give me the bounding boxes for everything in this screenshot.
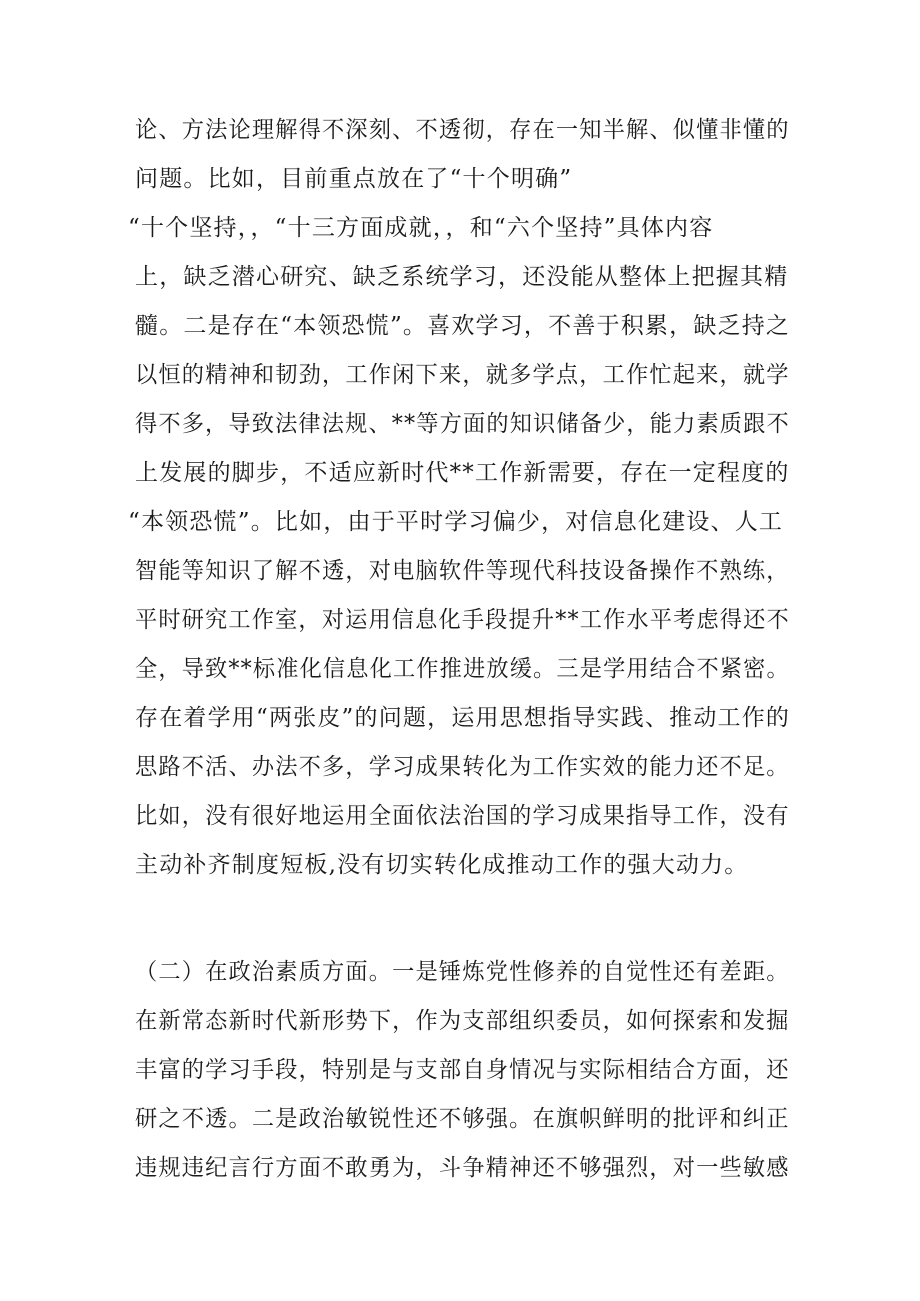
paragraph-1-line-11: 平时研究工作室，对运用信息化手段提升**工作水平考虑得还不 — [135, 607, 790, 633]
paragraph-1-line-2: 问题。比如，目前重点放在了“十个明确” — [135, 166, 573, 192]
paragraph-1-line-6: 以恒的精神和韧劲，工作闲下来，就多学点，工作忙起来，就学 — [135, 362, 790, 388]
paragraph-1-line-3: “十个坚持，，“十三方面成就，，和“六个坚持”具体内容 — [128, 215, 714, 241]
paragraph-2-line-4: 研之不透。二是政治敏锐性还不够强。在旗帜鲜明的批评和纠正 — [135, 1106, 790, 1132]
paragraph-2-line-3: 丰富的学习手段，特别是与支部自身情况与实际相结合方面，还 — [135, 1057, 790, 1083]
paragraph-1-line-4: 上，缺乏潜心研究、缺乏系统学习，还没能从整体上把握其精 — [135, 264, 789, 290]
paragraph-1-line-1: 论、方法论理解得不深刻、不透彻，存在一知半解、似懂非懂的 — [135, 117, 790, 143]
paragraph-2-line-5: 违规违纪言行方面不敢勇为，斗争精神还不够强烈，对一些敏感 — [135, 1155, 790, 1181]
paragraph-1-line-13: 存在着学用“两张皮”的问题，运用思想指导实践、推动工作的 — [135, 705, 791, 731]
paragraph-1-line-9: “本领恐慌”。比如，由于平时学习偏少，对信息化建设、人工 — [128, 509, 784, 535]
paragraph-2-line-2: 在新常态新时代新形势下，作为支部组织委员，如何探索和发掘 — [135, 1008, 790, 1034]
paragraph-1-line-7: 得不多，导致法律法规、**等方面的知识储备少，能力素质跟不 — [135, 411, 790, 437]
paragraph-1-line-12: 全，导致**标准化信息化工作推进放缓。三是学用结合不紧密。 — [135, 656, 790, 682]
paragraph-1-line-10: 智能等知识了解不透，对电脑软件等现代科技设备操作不熟练， — [135, 558, 790, 584]
paragraph-1-line-5: 髓。二是存在“本领恐慌”。喜欢学习，不善于积累，缺乏持之 — [135, 313, 791, 339]
paragraph-1-line-14: 思路不活、办法不多，学习成果转化为工作实效的能力还不足。 — [135, 754, 790, 780]
paragraph-2-line-1: （二）在政治素质方面。一是锤炼党性修养的自觉性还有差距。 — [135, 959, 790, 985]
paragraph-1-line-8: 上发展的脚步，不适应新时代**工作新需要，存在一定程度的 — [135, 460, 790, 486]
paragraph-1-line-15: 比如，没有很好地运用全面依法治国的学习成果指导工作，没有 — [135, 803, 790, 829]
paragraph-1-line-16: 主动补齐制度短板,没有切实转化成推动工作的强大动力。 — [135, 852, 749, 878]
